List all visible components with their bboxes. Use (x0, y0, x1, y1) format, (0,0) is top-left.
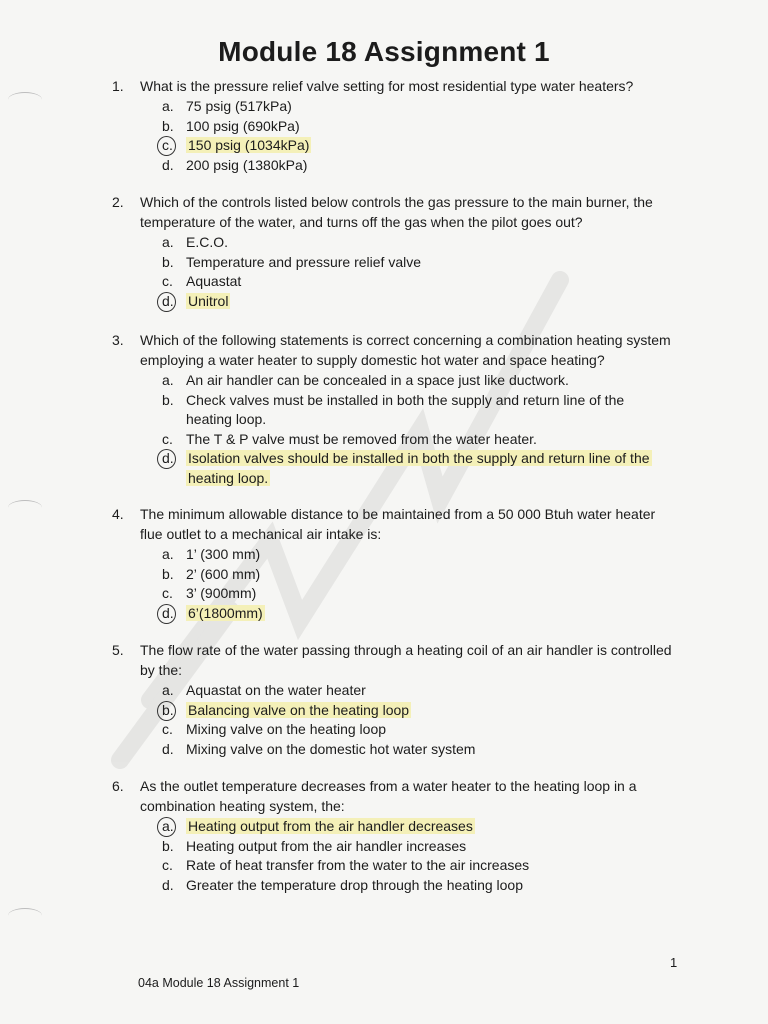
option-b-selected: b. Balancing valve on the heating loop (162, 701, 672, 721)
page-number: 1 (670, 955, 678, 970)
option-a: a. An air handler can be concealed in a space just like ductwork. (162, 372, 569, 388)
question-number: 6. (112, 778, 124, 794)
question-text: What is the pressure relief valve setting for most residential type water heaters? (140, 78, 634, 94)
page-title: Module 18 Assignment 1 (218, 36, 550, 67)
option-d-selected: d. Isolation valves should be installed in both the supply and return line of the heating loop. (162, 450, 650, 486)
question-text: Which of the following statements is correct concerning a combination heating system employing a water heater to supply domestic hot water and space heating? (140, 332, 671, 368)
option-d-selected: d. 6’(1800mm) (162, 604, 672, 624)
option-a: a. E.C.O. (162, 234, 229, 250)
option-a: a. Aquastat on the water heater (162, 682, 366, 698)
option-c: c. Aquastat (162, 273, 242, 289)
option-c-selected: c. 150 psig (1034kPa) (162, 136, 672, 156)
option-d: d. Mixing valve on the domestic hot water system (162, 740, 476, 757)
question-number: 2. (112, 194, 124, 210)
question-number: 3. (112, 332, 124, 348)
option-b: b. 2’ (600 mm) (162, 565, 261, 582)
question-4 (112, 504, 672, 623)
question-text: Which of the controls listed below controls the gas pressure to the main burner, the temperature of the water, and turns off the gas when the pilot goes out? (140, 194, 653, 230)
binder-hole-top (8, 92, 42, 107)
question-text: As the outlet temperature decreases from a water heater to the heating loop in a combination heating system, the: (140, 778, 637, 814)
question-number: 1. (112, 78, 124, 94)
option-b: b. Check valves must be installed in both the supply and return line of the heating loop. (162, 391, 625, 427)
option-a: a. 75 psig (517kPa) (162, 98, 292, 114)
option-d: d. Greater the temperature drop through the heating loop (162, 876, 523, 893)
binder-hole-bottom (8, 908, 42, 923)
question-2 (112, 192, 672, 311)
option-b: b. Temperature and pressure relief valve (162, 253, 422, 270)
option-b: b. Heating output from the air handler increases (162, 837, 467, 854)
option-a: a. 1’ (300 mm) (162, 546, 261, 562)
page-footer: 04a Module 18 Assignment 1 (138, 976, 300, 990)
question-text: The flow rate of the water passing through a heating coil of an air handler is controlled by the: (140, 642, 672, 678)
option-c: c. Mixing valve on the heating loop (162, 721, 387, 737)
option-c: c. The T & P valve must be removed from the water heater. (162, 430, 537, 447)
question-5 (112, 640, 672, 759)
option-d-selected: d. Unitrol (162, 292, 672, 312)
option-c: c. 3’ (900mm) (162, 585, 257, 601)
question-3 (112, 330, 672, 488)
question-1 (112, 76, 672, 175)
binder-hole-middle (8, 500, 42, 515)
option-a-selected: a. Heating output from the air handler decreases (162, 817, 672, 837)
question-number: 4. (112, 506, 124, 522)
option-d: d. 200 psig (1380kPa) (162, 156, 308, 173)
question-6 (112, 776, 672, 895)
option-b: b. 100 psig (690kPa) (162, 117, 300, 134)
question-text: The minimum allowable distance to be maintained from a 50 000 Btuh water heater flue outlet to a mechanical air intake is: (140, 506, 656, 542)
question-number: 5. (112, 642, 124, 658)
option-c: c. Rate of heat transfer from the water to the air increases (162, 857, 530, 873)
